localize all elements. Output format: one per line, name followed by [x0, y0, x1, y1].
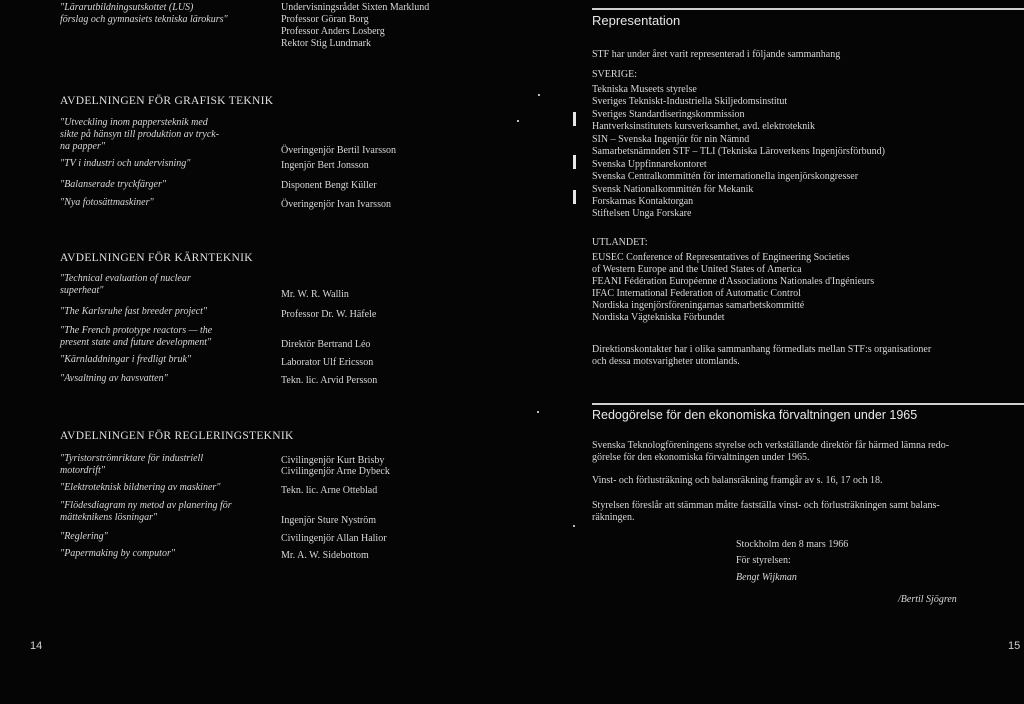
- section-heading-regleringsteknik: AVDELNINGEN FÖR REGLERINGSTEKNIK: [60, 430, 294, 442]
- speaker-name: Civilingenjör Kurt Brisby: [281, 455, 385, 466]
- list-item: Hantverksinstitutets kursverksamhet, avd. elektroteknik: [592, 121, 816, 132]
- speaker-name: Mr. W. R. Wallin: [281, 289, 349, 300]
- talk-title: "Balanserade tryckfärger": [60, 179, 167, 190]
- speaker-name: Professor Göran Borg: [281, 14, 369, 25]
- section-heading-representation: Representation: [592, 13, 681, 28]
- talk-title: present state and future development": [60, 337, 212, 348]
- paragraph-text: Vinst- och förlusträkning och balansräkning framgår av s. 16, 17 och 18.: [592, 475, 883, 486]
- list-item: IFAC International Federation of Automatic Control: [592, 288, 801, 299]
- for-styrelsen-label: För styrelsen:: [736, 555, 791, 566]
- talk-title: "Avsaltning av havsvatten": [60, 373, 168, 384]
- list-item: Sveriges Tekniskt-Industriella Skiljedomsinstitut: [592, 96, 788, 107]
- talk-title: "TV i industri och undervisning": [60, 158, 191, 169]
- talk-title: "Reglering": [60, 531, 108, 542]
- list-item: Samarbetsnämnden STF – TLI (Tekniska Läroverkens Ingenjörsförbund): [592, 146, 885, 157]
- talk-title: "Lärarutbildningsutskottet (LUS): [60, 2, 194, 13]
- talk-title: "The French prototype reactors — the: [60, 325, 213, 336]
- paragraph-text: Svenska Teknologföreningens styrelse och verkställande direktör får härmed lämna redo-: [592, 440, 950, 451]
- list-item: Sveriges Standardiseringskommission: [592, 109, 745, 120]
- talk-title: na papper": [60, 141, 106, 152]
- list-item: Nordiska ingenjörsföreningarnas samarbetskommitté: [592, 300, 805, 311]
- speaker-name: Direktör Bertrand Léo: [281, 339, 371, 350]
- list-item: Svenska Centralkommittén för internationella ingenjörskongresser: [592, 171, 859, 182]
- talk-title: sikte på hänsyn till produktion av tryck-: [60, 129, 220, 140]
- speaker-name: Ingenjör Sture Nyström: [281, 515, 376, 526]
- intro-text: STF har under året varit representerad i följande sammanhang: [592, 49, 841, 60]
- talk-title: "Nya fotosättmaskiner": [60, 197, 154, 208]
- signature: Bengt Wijkman: [736, 572, 797, 583]
- talk-title: "Flödesdiagram ny metod av planering för: [60, 500, 232, 511]
- page-number: 14: [30, 640, 43, 652]
- list-item: Svenska Uppfinnarekontoret: [592, 159, 707, 170]
- talk-title: "The Karlsruhe fast breeder project": [60, 306, 208, 317]
- speaker-name: Civilingenjör Arne Dybeck: [281, 466, 390, 477]
- section-rule: [592, 403, 1024, 405]
- paragraph-text: Styrelsen föreslår att stämman måtte fastställa vinst- och förlusträkningen samt balans-: [592, 500, 940, 511]
- speaker-name: Undervisningsrådet Sixten Marklund: [281, 2, 430, 13]
- page-number: 15: [1008, 640, 1021, 652]
- talk-title: motordrift": [60, 465, 105, 476]
- sverige-label: SVERIGE:: [592, 69, 637, 80]
- speaker-name: Överingenjör Bertil Ivarsson: [281, 145, 396, 156]
- list-item: Tekniska Museets styrelse: [592, 84, 697, 95]
- closing-text: Direktionskontakter har i olika sammanhang förmedlats mellan STF:s organisationer: [592, 344, 932, 355]
- talk-title: mätteknikens lösningar": [60, 512, 158, 523]
- speaker-name: Mr. A. W. Sidebottom: [281, 550, 369, 561]
- list-item: SIN – Svenska Ingenjör för nin Nämnd: [592, 134, 750, 145]
- speaker-name: Tekn. lic. Arvid Persson: [281, 375, 378, 386]
- speaker-name: Civilingenjör Allan Halior: [281, 533, 387, 544]
- signature: /Bertil Sjögren: [898, 594, 957, 605]
- list-item: Forskarnas Kontaktorgan: [592, 196, 694, 207]
- list-item: Svensk Nationalkommittén för Mekanik: [592, 184, 754, 195]
- speaker-name: Professor Dr. W. Häfele: [281, 309, 377, 320]
- paragraph-text: görelse för den ekonomiska förvaltningen under 1965.: [592, 452, 810, 463]
- list-item: EUSEC Conference of Representatives of Engineering Societies: [592, 252, 850, 263]
- speaker-name: Överingenjör Ivan Ivarsson: [281, 199, 391, 210]
- section-heading-grafisk: AVDELNINGEN FÖR GRAFISK TEKNIK: [60, 95, 274, 107]
- talk-title: "Kärnladdningar i fredligt bruk": [60, 354, 192, 365]
- talk-title: "Utveckling inom pappersteknik med: [60, 117, 208, 128]
- section-heading-karnteknik: AVDELNINGEN FÖR KÄRNTEKNIK: [60, 252, 253, 264]
- talk-title: "Tyristorströmriktare för industriell: [60, 453, 204, 464]
- list-item: of Western Europe and the United States of America: [592, 264, 802, 275]
- list-item: FEANI Fédération Européenne d'Associations Nationales d'Ingénieurs: [592, 276, 875, 287]
- speaker-name: Tekn. lic. Arne Otteblad: [281, 485, 378, 496]
- place-date: Stockholm den 8 mars 1966: [736, 539, 849, 550]
- speaker-name: Rektor Stig Lundmark: [281, 38, 371, 49]
- section-rule: [592, 8, 1024, 10]
- section-heading-economy: Redogörelse för den ekonomiska förvaltningen under 1965: [592, 408, 918, 422]
- talk-title: "Elektroteknisk bildnering av maskiner": [60, 482, 221, 493]
- paragraph-text: räkningen.: [592, 512, 635, 523]
- speaker-name: Ingenjör Bert Jonsson: [281, 160, 369, 171]
- closing-text: och dessa motsvarigheter utomlands.: [592, 356, 740, 367]
- talk-title: "Technical evaluation of nuclear: [60, 273, 191, 284]
- list-item: Stiftelsen Unga Forskare: [592, 208, 692, 219]
- list-item: Nordiska Vägtekniska Förbundet: [592, 312, 725, 323]
- utlandet-label: UTLANDET:: [592, 237, 648, 248]
- speaker-name: Disponent Bengt Küller: [281, 180, 377, 191]
- talk-title: superheat": [60, 285, 104, 296]
- speaker-name: Professor Anders Losberg: [281, 26, 385, 37]
- right-page: [512, 0, 1024, 704]
- talk-title: förslag och gymnasiets tekniska lärokurs": [60, 14, 228, 25]
- talk-title: "Papermaking by computor": [60, 548, 176, 559]
- speaker-name: Laborator Ulf Ericsson: [281, 357, 374, 368]
